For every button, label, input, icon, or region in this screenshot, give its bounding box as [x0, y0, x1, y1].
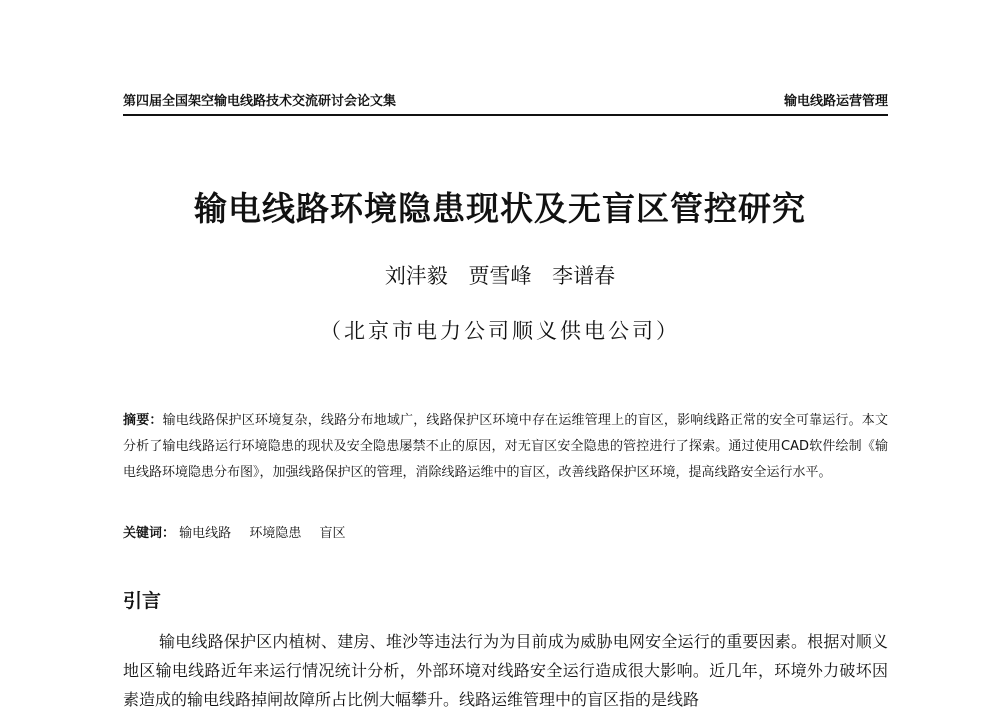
- paper-title: 输电线路环境隐患现状及无盲区管控研究: [194, 189, 806, 228]
- abstract: [123, 408, 888, 486]
- keyword: 环境隐患: [249, 526, 302, 541]
- paper-affiliation: （北京市电力公司顺义供电公司）: [320, 319, 680, 343]
- paper-authors: 刘沣毅 贾雪峰 李谱春: [384, 264, 616, 288]
- section-heading: 引言: [123, 590, 162, 612]
- running-header: [123, 88, 888, 116]
- body-paragraph: 输电线路保护区内植树、建房、堆沙等违法行为为目前成为威胁电网安全运行的重要因素。根据对顺义地区输电线路近年来运行情况统计分析，外部环境对线路安全运行造成很大影响。近几年，环境外力破坏因素造成的输电线路掉闸故障所占比例大幅攀升。线路运维管理中的盲区指的是线路: [123, 632, 888, 709]
- header-section-name: 输电线路运营管理: [783, 94, 888, 109]
- abstract-label: 摘要：: [123, 413, 163, 428]
- header-proceedings-title: 第四届全国架空输电线路技术交流研讨会论文集: [123, 94, 397, 109]
- keyword: 盲区: [319, 526, 346, 541]
- abstract-text: 输电线路保护区环境复杂，线路分布地域广，线路保护区环境中存在运维管理上的盲区，影响线路正常的安全可靠运行。本文分析了输电线路运行环境隐患的现状及安全隐患屡禁不止的原因，对无盲区安全隐患的管控进行了探索。通过使用CAD软件绘制《输电线路环境隐患分布图》，加强线路保护区的管理，消除线路运维中的盲区，改善线路保护区环境，提高线路安全运行水平。: [123, 413, 888, 480]
- keywords-label: 关键词：: [123, 526, 176, 541]
- keyword: 输电线路: [179, 526, 232, 541]
- keywords: [123, 522, 359, 541]
